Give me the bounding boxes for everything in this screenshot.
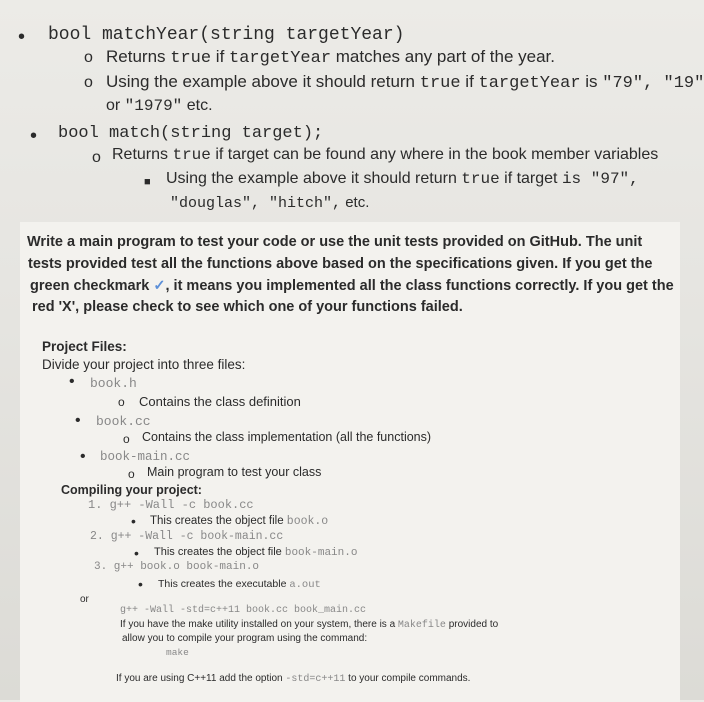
cpp11-note: If you are using C++11 add the option -std=c++11 to your compile commands.	[116, 673, 471, 685]
match-desc-1: Returns true if target can be found any where in the book member variables	[112, 146, 659, 164]
bullet-dot: •	[69, 373, 75, 390]
instruction-line-1: Write a main program to test your code or use the unit tests provided on GitHub. The unit	[27, 234, 643, 250]
matchyear-desc-1: Returns true if targetYear matches any part of the year.	[106, 47, 556, 68]
matchyear-desc-2: Using the example above it should return true if targetYear is "79", "19"	[106, 72, 704, 93]
instruction-line-4: red 'X', please check to see which one of your functions failed.	[32, 299, 463, 315]
compile-step-2-desc: This creates the object file book-main.o	[154, 546, 358, 559]
compile-step-1: 1. g++ -Wall -c book.cc	[88, 498, 254, 512]
circle-bullet: o	[128, 467, 135, 481]
circle-bullet: o	[84, 74, 93, 91]
instruction-line-2: tests provided test all the functions above based on the specifications given. If you get the	[28, 256, 653, 272]
compile-step-1-desc: This creates the object file book.o	[150, 515, 329, 528]
square-bullet: ■	[144, 176, 151, 188]
file-desc: Contains the class definition	[139, 394, 301, 409]
make-command: make	[166, 647, 189, 658]
circle-bullet: o	[92, 149, 101, 166]
bullet-dot: •	[131, 513, 136, 529]
match-desc-2: Using the example above it should return true if target is "97",	[166, 170, 639, 188]
bullet-dot: •	[138, 576, 143, 592]
instruction-line-3: green checkmark ✓, it means you implemented all the class functions correctly. If you get the	[30, 278, 674, 294]
checkmark-icon: ✓	[153, 278, 166, 294]
makefile-line-1: If you have the make utility installed on your system, there is a Makefile provided to	[120, 619, 499, 631]
file-name: book.cc	[96, 414, 151, 429]
method-signature-match: bool match(string target);	[58, 124, 324, 143]
bullet-dot: •	[75, 412, 81, 429]
match-desc-3: "douglas", "hitch", etc.	[170, 194, 370, 212]
file-desc: Contains the class implementation (all the functions)	[142, 430, 432, 444]
alt-compile-cmd: g++ -Wall -std=c++11 book.cc book_main.cc	[120, 605, 367, 616]
circle-bullet: o	[84, 49, 93, 66]
file-name: book.h	[90, 376, 137, 391]
or-label: or	[80, 594, 89, 605]
matchyear-desc-3: or "1979" etc.	[106, 97, 213, 115]
bullet-dot: •	[80, 448, 86, 465]
makefile-line-2: allow you to compile your program using the command:	[122, 633, 368, 644]
circle-bullet: o	[123, 432, 130, 446]
compile-step-3: 3. g++ book.o book-main.o	[94, 561, 260, 573]
file-desc: Main program to test your class	[147, 465, 322, 479]
bullet-dot: •	[30, 125, 38, 147]
method-signature-matchyear: bool matchYear(string targetYear)	[48, 25, 405, 45]
compile-step-3-desc: This creates the executable a.out	[158, 578, 321, 591]
project-files-heading: Project Files:	[42, 339, 127, 354]
circle-bullet: o	[118, 395, 125, 409]
bullet-dot: •	[134, 545, 139, 561]
compile-step-2: 2. g++ -Wall -c book-main.cc	[90, 530, 284, 543]
compiling-heading: Compiling your project:	[61, 483, 202, 497]
project-files-intro: Divide your project into three files:	[42, 357, 246, 372]
bullet-dot: •	[18, 26, 26, 48]
file-name: book-main.cc	[100, 450, 191, 464]
